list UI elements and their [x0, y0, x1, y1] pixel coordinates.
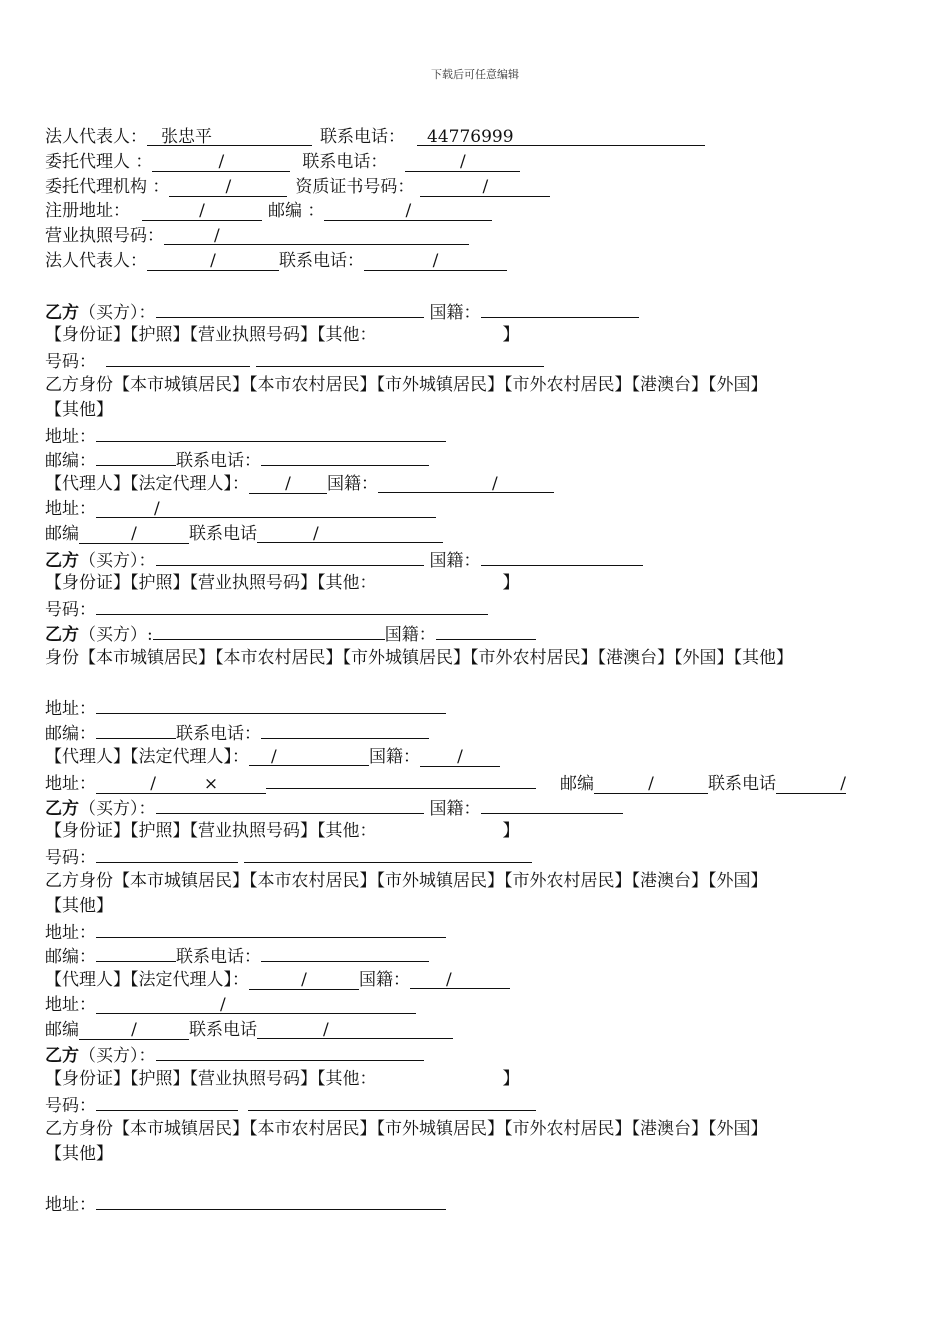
- qualification-field[interactable]: /: [420, 178, 550, 197]
- id-type-row: [45, 819, 915, 844]
- nationality-label: 国籍：: [369, 746, 420, 767]
- qualification-label: 资质证书号码：: [295, 176, 415, 197]
- agent-nationality-field[interactable]: /: [410, 971, 510, 989]
- agency-field[interactable]: /: [169, 178, 287, 197]
- agent-type-field[interactable]: /: [249, 748, 369, 766]
- agent-label: 委托代理人 ：: [45, 151, 153, 172]
- identity-options[interactable]: 【本市城镇居民】【本市农村居民】【市外城镇居民】【市外农村居民】【港澳台】【外国】: [113, 870, 768, 891]
- number-field-1[interactable]: [96, 1092, 238, 1111]
- identity-prefix: 身份: [45, 647, 79, 668]
- agent-phone-field[interactable]: /: [257, 1021, 453, 1039]
- agent-postcode-field[interactable]: /: [594, 775, 708, 794]
- license-row: [45, 224, 915, 249]
- identity-other-option[interactable]: 【其他】: [45, 1143, 113, 1164]
- buyer-label: （买方）：: [79, 1046, 156, 1067]
- agent-postcode-field[interactable]: /: [79, 1021, 189, 1040]
- party-b-label: 乙方: [45, 624, 79, 645]
- agent-postcode-field[interactable]: /: [79, 525, 189, 544]
- agent-address-field-2[interactable]: [266, 770, 536, 789]
- party-b-row: [45, 1042, 915, 1067]
- postcode-label: 邮编 ：: [268, 201, 325, 222]
- identity-prefix: 乙方身份: [45, 374, 113, 395]
- party-b-label: 乙方: [45, 550, 79, 571]
- license-label: 营业执照号码：: [45, 226, 164, 247]
- id-type-row: [45, 323, 915, 348]
- number-row: [45, 844, 915, 869]
- legal-rep-row-2: [45, 249, 915, 274]
- number-field-2[interactable]: [256, 348, 544, 367]
- agent-address-row: [45, 993, 915, 1018]
- id-type-row: [45, 571, 915, 596]
- number-field-2[interactable]: [248, 1092, 536, 1111]
- nationality-label: 国籍：: [429, 550, 481, 571]
- party-b-name-field[interactable]: [156, 1042, 424, 1061]
- nationality-field[interactable]: [481, 795, 623, 814]
- number-field-1[interactable]: [106, 348, 250, 367]
- address-label: 地址：: [45, 1195, 96, 1216]
- legal-rep-label: 法人代表人：: [45, 127, 147, 147]
- nationality-field[interactable]: [481, 547, 643, 566]
- agent-address-field-1[interactable]: /: [96, 775, 156, 794]
- agent-row: [45, 150, 915, 175]
- number-label: 号码：: [45, 1096, 96, 1117]
- agent-type-options[interactable]: 【代理人】【法定代理人】：: [45, 970, 249, 991]
- agent-type-options[interactable]: 【代理人】【法定代理人】：: [45, 746, 249, 767]
- nationality-label: 国籍：: [429, 302, 481, 323]
- number-label: 号码：: [45, 848, 96, 869]
- nationality-field[interactable]: [481, 299, 639, 318]
- party-b-row: [45, 547, 915, 572]
- number-row: [45, 1092, 915, 1117]
- address-label: 地址：: [45, 498, 96, 519]
- identity-other-option[interactable]: 【其他】: [45, 399, 113, 420]
- number-row: [45, 596, 915, 621]
- party-b-name-field[interactable]: [156, 795, 424, 814]
- legal-rep-name[interactable]: 张忠平: [147, 128, 312, 146]
- agent-phone-field[interactable]: /: [405, 153, 520, 172]
- postcode-phone-row: [45, 943, 915, 968]
- party-b-name-field[interactable]: [156, 299, 424, 318]
- phone-label: 联系电话：: [176, 724, 261, 745]
- agent-address-field[interactable]: /: [96, 500, 436, 518]
- phone-label: 联系电话：: [279, 250, 364, 271]
- postcode-field[interactable]: [96, 447, 176, 466]
- agent-phone-field[interactable]: /: [776, 775, 846, 794]
- address-label: 地址：: [45, 699, 96, 720]
- agent-type-options[interactable]: 【代理人】【法定代理人】：: [45, 474, 249, 495]
- bracket-close: 】: [502, 325, 520, 346]
- identity-options[interactable]: 【本市城镇居民】【本市农村居民】【市外城镇居民】【市外农村居民】【港澳台】【外国】: [113, 374, 768, 395]
- spacer: [45, 274, 915, 299]
- identity-other-row: [45, 1142, 915, 1167]
- number-label: 号码：: [45, 600, 96, 621]
- phone-label: 联系电话：: [176, 947, 261, 968]
- phone-label: 联系电话：: [302, 151, 388, 172]
- bracket-close: 】: [502, 573, 520, 594]
- phone-label: 联系电话：: [176, 451, 261, 472]
- agent-nationality-field[interactable]: /: [420, 748, 500, 767]
- party-b-name-field[interactable]: [153, 621, 385, 640]
- address-row: [45, 423, 915, 448]
- legal-rep-phone[interactable]: 44776999: [417, 128, 705, 146]
- nationality-label: 国籍：: [359, 970, 410, 991]
- nationality-label: 国籍：: [384, 624, 436, 645]
- address-row: [45, 919, 915, 944]
- postcode-field[interactable]: /: [324, 202, 492, 221]
- phone-field[interactable]: [261, 943, 429, 962]
- page-header: 下载后可任意编辑: [431, 68, 519, 81]
- number-field-2[interactable]: [244, 844, 532, 863]
- number-field[interactable]: [96, 596, 488, 615]
- identity-row: [45, 373, 915, 398]
- identity-row: [45, 646, 915, 696]
- postcode-label: 邮编：: [45, 947, 96, 968]
- agent-postcode-row: [45, 522, 915, 547]
- agent-type-row: [45, 472, 915, 497]
- postcode-field[interactable]: [96, 720, 176, 739]
- id-type-options[interactable]: 【身份证】【护照】【营业执照号码】【其他：: [45, 573, 377, 594]
- agent-address-row: [45, 770, 915, 795]
- id-type-options[interactable]: 【身份证】【护照】【营业执照号码】【其他：: [45, 1069, 377, 1090]
- postcode-label: 邮编: [560, 773, 594, 794]
- identity-options[interactable]: 【本市城镇居民】【本市农村居民】【市外城镇居民】【市外农村居民】【港澳台】【外国】【其他】: [79, 647, 793, 668]
- id-type-row: [45, 1067, 915, 1092]
- identity-options[interactable]: 【本市城镇居民】【本市农村居民】【市外城镇居民】【市外农村居民】【港澳台】【外国】: [113, 1118, 768, 1139]
- party-b-label: 乙方: [45, 302, 79, 323]
- identity-prefix: 乙方身份: [45, 1118, 113, 1139]
- license-field[interactable]: /: [164, 227, 469, 245]
- identity-other-row: [45, 894, 915, 919]
- postcode-label: 邮编: [45, 1019, 79, 1040]
- address-row: [45, 695, 915, 720]
- agency-label: 委托代理机构 ：: [45, 176, 170, 197]
- buyer-label: （买方）：: [79, 798, 156, 819]
- phone-label: 联系电话: [189, 1019, 257, 1040]
- agent-type-row: [45, 968, 915, 993]
- address-label: 地址：: [45, 426, 96, 447]
- postcode-label: 邮编: [45, 523, 79, 544]
- phone-field[interactable]: [261, 720, 429, 739]
- spacer: [45, 1166, 915, 1191]
- reg-address-field[interactable]: /: [142, 202, 262, 221]
- agent-address-row: [45, 497, 915, 522]
- bracket-close: 】: [502, 821, 520, 842]
- address-field[interactable]: [96, 919, 446, 938]
- bracket-close: 】: [502, 1069, 520, 1090]
- nationality-field[interactable]: [436, 621, 536, 640]
- postcode-phone-row: [45, 720, 915, 745]
- address-field[interactable]: [96, 695, 446, 714]
- nationality-label: 国籍：: [327, 474, 378, 495]
- party-b-row-colon: [45, 621, 915, 646]
- buyer-label: （买方）：: [79, 550, 156, 571]
- agent-type-field[interactable]: /: [249, 971, 359, 990]
- postcode-label: 邮编：: [45, 724, 96, 745]
- id-type-options[interactable]: 【身份证】【护照】【营业执照号码】【其他：: [45, 821, 377, 842]
- legal-rep-phone-field[interactable]: /: [364, 252, 507, 271]
- agent-field[interactable]: /: [152, 153, 290, 172]
- agent-phone-field[interactable]: /: [257, 525, 443, 543]
- party-b-label: 乙方: [45, 1046, 79, 1067]
- identity-row: [45, 869, 915, 894]
- identity-other-row: [45, 398, 915, 423]
- address-label: 地址：: [45, 922, 96, 943]
- address-row: [45, 1191, 915, 1216]
- legal-rep-field[interactable]: /: [147, 252, 279, 271]
- address-field[interactable]: [96, 1191, 446, 1210]
- legal-rep-label: 法人代表人：: [45, 250, 147, 271]
- legal-rep-row: [45, 125, 915, 150]
- phone-label: 联系电话: [189, 523, 257, 544]
- buyer-label: （买方）：: [79, 302, 156, 323]
- contract-form: [45, 125, 915, 1216]
- identity-other-option[interactable]: 【其他】: [45, 895, 113, 916]
- identity-prefix: 乙方身份: [45, 870, 113, 891]
- nationality-label: 国籍：: [429, 798, 481, 819]
- reg-address-row: [45, 199, 915, 224]
- address-label: 地址：: [45, 773, 96, 794]
- id-type-options[interactable]: 【身份证】【护照】【营业执照号码】【其他：: [45, 325, 377, 346]
- phone-field[interactable]: [261, 447, 429, 466]
- agent-address-field[interactable]: /: [96, 996, 416, 1014]
- phone-label: 联系电话: [708, 773, 776, 794]
- address-label: 地址：: [45, 994, 96, 1015]
- party-b-row: [45, 795, 915, 820]
- number-row: [45, 348, 915, 373]
- agent-type-field[interactable]: /: [249, 475, 327, 494]
- party-b-name-field[interactable]: [156, 547, 424, 566]
- party-b-row: [45, 299, 915, 324]
- reg-address-label: 注册地址：: [45, 201, 130, 222]
- party-b-label: 乙方: [45, 798, 79, 819]
- phone-label: 联系电话：: [320, 127, 405, 147]
- agent-address-cross[interactable]: ×: [156, 775, 266, 794]
- number-label: 号码：: [45, 352, 96, 373]
- agency-row: [45, 175, 915, 200]
- agent-type-row: [45, 745, 915, 770]
- identity-row: [45, 1117, 915, 1142]
- postcode-field[interactable]: [96, 943, 176, 962]
- agent-postcode-row: [45, 1018, 915, 1043]
- address-field[interactable]: [96, 423, 446, 442]
- buyer-label: （买方）:: [79, 624, 153, 645]
- postcode-label: 邮编：: [45, 451, 96, 472]
- postcode-phone-row: [45, 447, 915, 472]
- agent-nationality-field[interactable]: /: [378, 475, 554, 493]
- number-field-1[interactable]: [96, 844, 238, 863]
